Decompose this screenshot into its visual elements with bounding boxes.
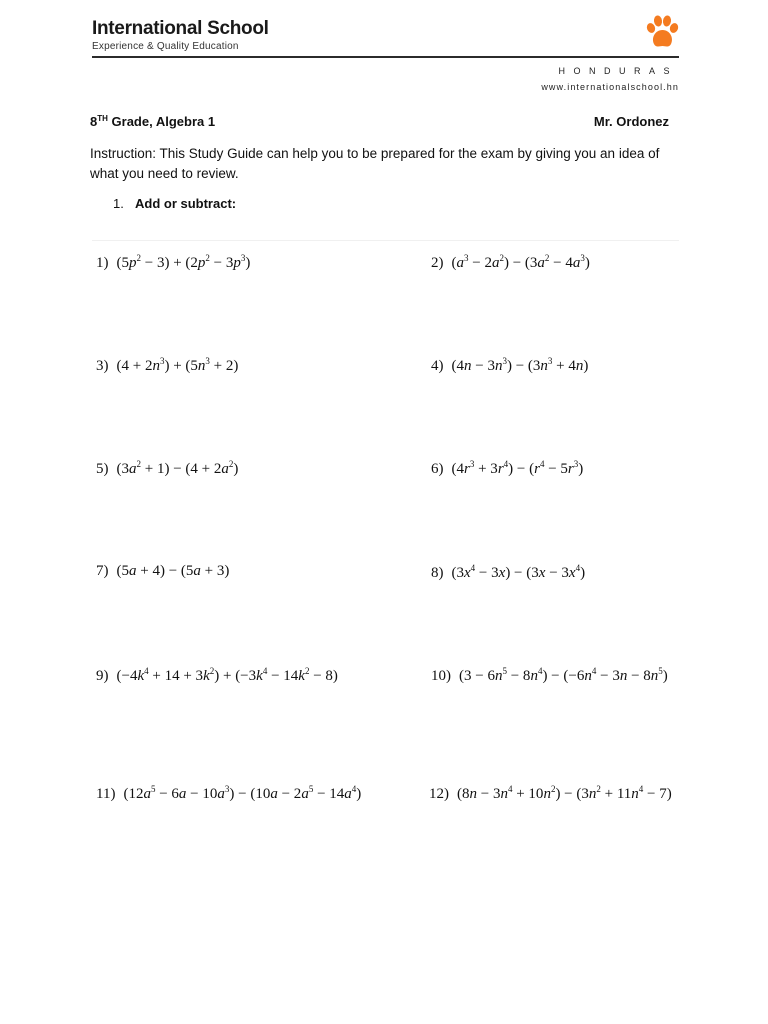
faint-divider (92, 240, 679, 241)
teacher-name: Mr. Ordonez (593, 114, 669, 129)
problem-number: 9) (96, 668, 109, 684)
grade-number: 8 (90, 114, 98, 129)
course-subject: Grade, Algebra 1 (107, 114, 216, 129)
grade-suffix: TH (97, 114, 108, 123)
problem-number: 6) (431, 461, 444, 477)
problem-number: 5) (96, 461, 109, 477)
problem-4: 4) $(4n - 3n^3) - (3n^3 + 4n)$ (431, 356, 589, 374)
problem-6: 6) $(4r^3 + 3r^4) - (r^4 - 5r^3)$ (431, 459, 584, 477)
header-divider (92, 56, 679, 58)
school-name: International School (92, 18, 269, 39)
problem-number: 10) (431, 668, 451, 684)
problem-number: 11) (96, 786, 116, 802)
section-title: Add or subtract: (135, 196, 237, 211)
instruction-text: Instruction: This Study Guide can help you to be prepared for the exam by giving you an idea of what you need to review. (90, 146, 660, 181)
problem-12: 12) $(8n - 3n^4 + 10n^2) - (3n^2 + 11n^4 - 7)$ (429, 784, 672, 802)
website-url: www.internationalschool.hn (541, 82, 679, 92)
problem-5: 5) $(3a^2 + 1) - (4 + 2a^2)$ (96, 459, 239, 477)
problem-10: 10) $(3 - 6n^5 - 8n^4) - (-6n^4 - 3n - 8n^5)$ (431, 666, 668, 684)
section-number: 1. (113, 196, 124, 211)
problem-1: 1) $(5p^2 - 3) + (2p^2 - 3p^3)$ (96, 253, 251, 271)
problem-number: 3) (96, 358, 109, 374)
problem-number: 8) (431, 565, 444, 581)
problem-number: 7) (96, 563, 109, 579)
paw-print-icon (645, 14, 679, 50)
problem-3: 3) $(4 + 2n^3) + (5n^3 + 2)$ (96, 356, 239, 374)
problem-7: 7) (5a + 4) − (5a + 3) (96, 563, 230, 579)
course-title (90, 114, 215, 129)
problem-number: 2) (431, 255, 444, 271)
country-label: HONDURAS (558, 66, 678, 76)
section-heading (113, 196, 236, 211)
problem-8: 8) $(3x^4 - 3x) - (3x - 3x^4)$ (431, 563, 586, 581)
problem-9: 9) $(-4k^4 + 14 + 3k^2) + (-3k^4 - 14k^2 - 8)$ (96, 666, 338, 684)
problem-number: 1) (96, 255, 109, 271)
problem-number: 12) (429, 786, 449, 802)
school-brand (92, 18, 269, 53)
problem-11: 11) $(12a^5 - 6a - 10a^3) - (10a - 2a^5 - 14a^4)$ (96, 784, 362, 802)
school-tagline: Experience & Quality Education (92, 41, 239, 52)
problem-number: 4) (431, 358, 444, 374)
problem-2: 2) $(a^3 - 2a^2) - (3a^2 - 4a^3)$ (431, 253, 590, 271)
